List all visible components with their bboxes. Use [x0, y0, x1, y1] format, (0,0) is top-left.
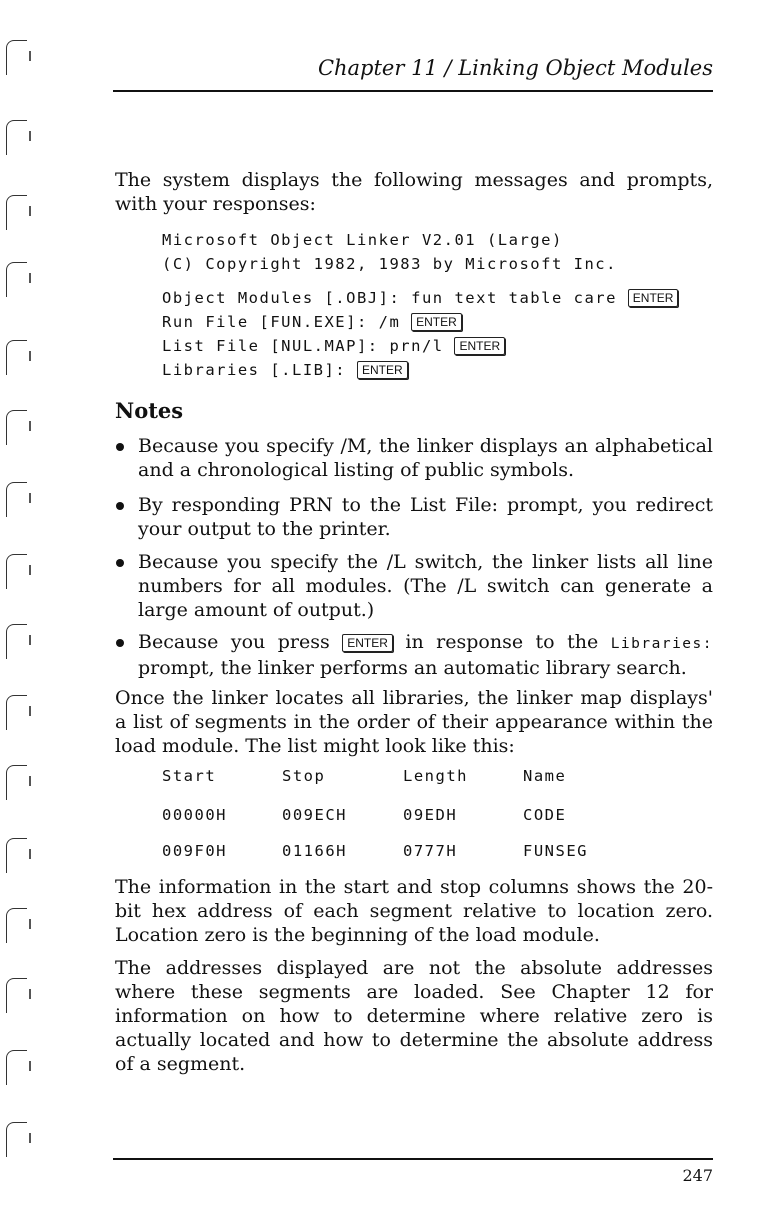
bullet-icon: [116, 639, 124, 647]
console-prompt-list-file: [162, 334, 505, 358]
segments-paragraph: Once the linker locates all libraries, the linker map displays' a list of segments in the order of their appearance within the load module. The list might look like this:: [115, 687, 713, 757]
libraries-prompt-code: Libraries:: [610, 636, 713, 652]
binder-mark: [6, 40, 27, 75]
page-number: 247: [682, 1166, 713, 1185]
binder-mark: [6, 978, 27, 1013]
bullet-icon: [116, 502, 124, 510]
bullet-icon: [116, 559, 124, 567]
note-text-part: in response to the: [392, 631, 611, 653]
table-header-stop: Stop: [282, 767, 326, 785]
bullet-icon: [116, 443, 124, 451]
binder-mark: [6, 695, 27, 730]
binder-mark: [6, 838, 27, 873]
note-text: [138, 630, 713, 680]
table-cell: 009F0H: [162, 842, 227, 860]
table-header-name: Name: [523, 767, 567, 785]
binder-mark: [6, 482, 27, 517]
notes-heading: Notes: [115, 398, 184, 423]
table-cell: FUNSEG: [523, 842, 588, 860]
note-text: By responding PRN to the List File: prompt, you redirect your output to the printer.: [138, 494, 713, 540]
binder-mark: [6, 340, 27, 375]
binder-mark: [6, 410, 27, 445]
console-prompt-libraries: [162, 358, 408, 382]
note-text: Because you specify /M, the linker displays an alphabetical and a chronological listing of public symbols.: [138, 435, 713, 481]
table-cell: 009ECH: [282, 806, 347, 824]
header-rule: [113, 90, 713, 92]
note-text: Because you specify the /L switch, the linker lists all line numbers for all modules. (The /L switch can generate a large amount of output.): [138, 551, 713, 621]
binder-mark: [6, 908, 27, 943]
prompt-text: Libraries [.LIB]:: [162, 361, 357, 379]
table-header-length: Length: [403, 767, 468, 785]
enter-key-icon: ENTER: [357, 361, 408, 379]
table-cell: 01166H: [282, 842, 347, 860]
enter-key-icon: ENTER: [454, 337, 505, 355]
binder-mark: [6, 195, 27, 230]
binder-mark: [6, 624, 27, 659]
note-text-part: Because you press: [138, 631, 343, 653]
console-banner-line-2: (C) Copyright 1982, 1983 by Microsoft Inc.: [162, 255, 617, 273]
enter-key-icon: ENTER: [342, 634, 393, 652]
info-paragraph: The information in the start and stop columns shows the 20-bit hex address of each segment relative to location zero. Location zero is the beginning of the load module.: [115, 876, 713, 946]
note-text-part: prompt, the linker performs an automatic library search.: [138, 657, 687, 679]
console-prompt-object-modules: [162, 286, 678, 310]
enter-key-icon: ENTER: [411, 313, 462, 331]
table-cell: 09EDH: [403, 806, 458, 824]
addresses-paragraph: The addresses displayed are not the absolute addresses where these segments are loaded. See Chapter 12 for information on how to determine where relative zero is actually located and how to determine the absolute address of a segment.: [115, 957, 713, 1075]
binder-mark: [6, 120, 27, 155]
prompt-text: Object Modules [.OBJ]: fun text table care: [162, 289, 628, 307]
table-cell: 0777H: [403, 842, 458, 860]
console-prompt-run-file: [162, 310, 462, 334]
binder-mark: [6, 1122, 27, 1157]
binder-marks: [0, 0, 60, 1217]
table-header-start: Start: [162, 767, 217, 785]
chapter-header: Chapter 11 / Linking Object Modules: [317, 56, 713, 80]
enter-key-icon: ENTER: [628, 289, 679, 307]
binder-mark: [6, 765, 27, 800]
prompt-text: List File [NUL.MAP]: prn/l: [162, 337, 455, 355]
binder-mark: [6, 1050, 27, 1085]
intro-paragraph: The system displays the following messages and prompts, with your responses:: [115, 169, 713, 215]
footer-rule: [113, 1158, 713, 1160]
prompt-text: Run File [FUN.EXE]: /m: [162, 313, 412, 331]
table-cell: 00000H: [162, 806, 227, 824]
table-cell: CODE: [523, 806, 567, 824]
binder-mark: [6, 262, 27, 297]
binder-mark: [6, 554, 27, 589]
console-banner-line-1: Microsoft Object Linker V2.01 (Large): [162, 231, 563, 249]
